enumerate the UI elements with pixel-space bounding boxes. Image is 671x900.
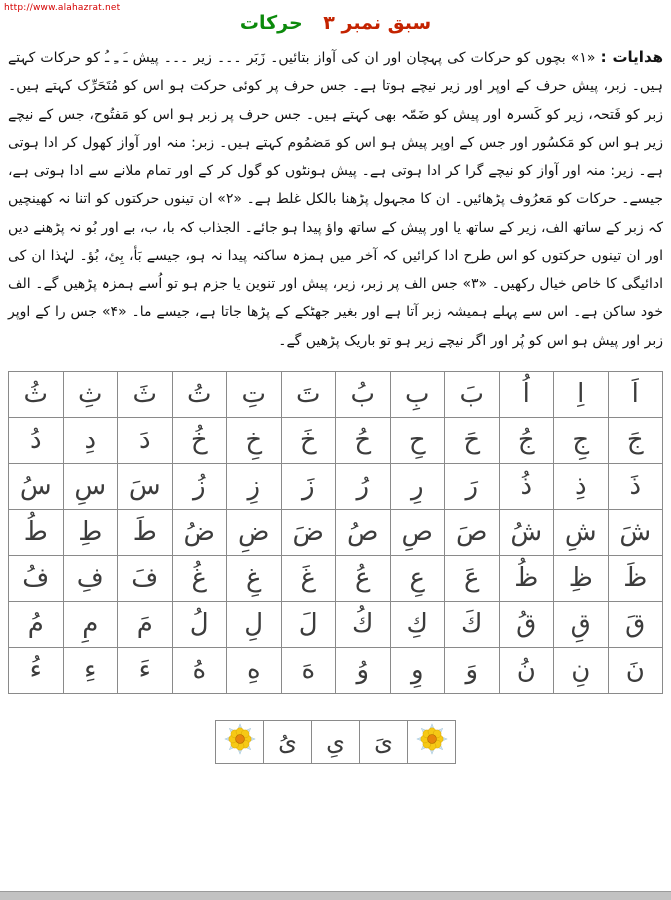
letter-cell: هُ (172, 647, 227, 693)
letter-cell: خُ (172, 417, 227, 463)
letter-cell: قَ (608, 601, 663, 647)
instructions-text: «۱» بچوں کو حرکات کی پہچان اور ان کی آواز بتائیں۔ زَبَر ۔۔۔ زیر ۔۔۔ پیش ـَ ـِ ـُ کو حرکات کہتے ہیں۔ زبر، پیش حرف کے اوپر اور زیر نیچے ہوتا ہے۔ جس حرف پر کوئی حرکت ہو اس کو مُتَحَرِّک کہتے ہیں۔ زبر کو فَتحہ، زیر کو کَسرہ اور پیش کو ضَمّہ بھی کہتے ہیں۔ جس حرف پر زبر ہو اس کو مَفتُوح، جس کے نیچے زیر ہو اس کو مَکسُور اور جس کے اوپر پیش ہو اس کو مَضمُوم کہتے ہیں۔ زبر: منہ اور آواز کھول کر ادا ہوتی ہے۔ زیر: منہ اور آواز کو نیچے گرا کر ادا ہوتی ہے۔ پیش ہونٹوں کو گول کر کے اور تمام ملانے سے ادا ہوتی ہے، جیسے۔ حرکات کو مَعرُوف پڑھائیں۔ ان کا مجہول پڑھنا بالکل غلط ہے۔ «۲» ان تینوں حرکتوں کو اتنا نہ کھینچیں کہ زبر کے ساتھ الف، زیر کے ساتھ یا اور پیش کے ساتھ واؤ پیدا ہو جائے۔ الجذاب کہ با، ب، بے اور بُو نہ پڑھنے دیں اور ان تینوں حرکتوں کو اس طرح ادا کرائیں کہ آخر میں ہمزہ ساکنہ پیدا نہ ہو، جیسے بَأ، بِئ، بُؤ۔ لہٰذا ان کی ادائیگی کا خاص خیال رکھیں۔ «۳» جس الف پر زبر، زیر، پیش اور تنوین یا جزم ہو تو اُسے ہمزہ پڑھیں گے۔ الف خود ساکن ہے۔ اس سے پہلے ہمیشہ زبر آتا ہے اور بغیر جھٹکے کے پڑھا جاتا ہے، جیسے ما۔ «۴» جس را کے اوپر زبر اور پیش ہو اس کو پُر اور اگر نیچے زیر ہو تو باریک پڑھیں گے۔ (8, 50, 663, 349)
letter-cell: خِ (227, 417, 282, 463)
harakat-row (9, 555, 663, 601)
yeh-table (215, 720, 456, 764)
letter-cell: قِ (554, 601, 609, 647)
letter-cell: لُ (172, 601, 227, 647)
instructions-paragraph (0, 34, 671, 355)
letter-cell: شِ (554, 509, 609, 555)
letter-cell: اَ (608, 371, 663, 417)
lesson-number-title: سبق نمبر ۳ (323, 12, 432, 34)
letter-cell: ظِ (554, 555, 609, 601)
letter-cell: ءُ (9, 647, 64, 693)
letter-cell: صِ (390, 509, 445, 555)
letter-cell: مُ (9, 601, 64, 647)
letter-cell: رُ (336, 463, 391, 509)
letter-cell: اِ (554, 371, 609, 417)
letter-cell: هَ (281, 647, 336, 693)
letter-cell: دِ (63, 417, 118, 463)
letter-cell: وَ (445, 647, 500, 693)
letter-cell: وِ (390, 647, 445, 693)
letter-cell: ضُ (172, 509, 227, 555)
harakat-row (9, 647, 663, 693)
letter-cell: سَ (118, 463, 173, 509)
yeh-letter-cell: یَ (360, 720, 408, 763)
page-bottom-edge (0, 891, 671, 900)
letter-cell: جَ (608, 417, 663, 463)
flower-cell (216, 720, 264, 763)
letter-cell: كِ (390, 601, 445, 647)
letter-cell: صُ (336, 509, 391, 555)
harakat-table-body (9, 371, 663, 693)
letter-cell: فَ (118, 555, 173, 601)
harakat-row (9, 509, 663, 555)
letter-cell: حَ (445, 417, 500, 463)
yeh-letter-cell: یُ (264, 720, 312, 763)
letter-cell: سُ (9, 463, 64, 509)
harakat-row (9, 417, 663, 463)
letter-cell: صَ (445, 509, 500, 555)
letter-cell: ذِ (554, 463, 609, 509)
site-watermark: http://www.alahazrat.net (4, 3, 121, 13)
letter-cell: بَ (445, 371, 500, 417)
letter-cell: اُ (499, 371, 554, 417)
letter-cell: ثَ (118, 371, 173, 417)
letter-cell: هِ (227, 647, 282, 693)
flower-icon (222, 723, 258, 755)
lesson-topic-title: حرکات (239, 12, 303, 34)
letter-cell: شَ (608, 509, 663, 555)
letter-cell: زَ (281, 463, 336, 509)
letter-cell: ثِ (63, 371, 118, 417)
letter-cell: غِ (227, 555, 282, 601)
harakat-table (8, 371, 663, 694)
harakat-row (9, 371, 663, 417)
letter-cell: رِ (390, 463, 445, 509)
letter-cell: دُ (9, 417, 64, 463)
letter-cell: جُ (499, 417, 554, 463)
letter-cell: فِ (63, 555, 118, 601)
letter-cell: ذَ (608, 463, 663, 509)
letter-cell: غُ (172, 555, 227, 601)
flower-icon (414, 723, 450, 755)
letter-cell: حِ (390, 417, 445, 463)
letter-cell: ضَ (281, 509, 336, 555)
letter-cell: نُ (499, 647, 554, 693)
letter-cell: تَ (281, 371, 336, 417)
letter-cell: سِ (63, 463, 118, 509)
letter-cell: شُ (499, 509, 554, 555)
letter-cell: لِ (227, 601, 282, 647)
letter-cell: بُ (336, 371, 391, 417)
letter-cell: طِ (63, 509, 118, 555)
letter-cell: ظُ (499, 555, 554, 601)
letter-cell: دَ (118, 417, 173, 463)
letter-cell: زُ (172, 463, 227, 509)
letter-cell: وُ (336, 647, 391, 693)
letter-cell: طَ (118, 509, 173, 555)
letter-cell: بِ (390, 371, 445, 417)
letter-cell: مَ (118, 601, 173, 647)
letter-cell: فُ (9, 555, 64, 601)
letter-cell: غَ (281, 555, 336, 601)
letter-cell: قُ (499, 601, 554, 647)
letter-cell: خَ (281, 417, 336, 463)
letter-cell: زِ (227, 463, 282, 509)
letter-cell: ءِ (63, 647, 118, 693)
letter-cell: تِ (227, 371, 282, 417)
letter-cell: عُ (336, 555, 391, 601)
letter-cell: جِ (554, 417, 609, 463)
letter-cell: ثُ (9, 371, 64, 417)
letter-cell: عِ (390, 555, 445, 601)
letter-cell: طُ (9, 509, 64, 555)
letter-cell: نَ (608, 647, 663, 693)
letter-cell: لَ (281, 601, 336, 647)
letter-cell: ظَ (608, 555, 663, 601)
instructions-heading: هدایات : (600, 48, 664, 66)
yeh-row (216, 720, 456, 763)
yeh-letter-cell: یِ (312, 720, 360, 763)
letter-cell: ءَ (118, 647, 173, 693)
letter-cell: ضِ (227, 509, 282, 555)
letter-cell: عَ (445, 555, 500, 601)
harakat-row (9, 463, 663, 509)
letter-cell: حُ (336, 417, 391, 463)
letter-cell: كُ (336, 601, 391, 647)
letter-cell: كَ (445, 601, 500, 647)
flower-cell (408, 720, 456, 763)
letter-cell: نِ (554, 647, 609, 693)
letter-cell: تُ (172, 371, 227, 417)
letter-cell: مِ (63, 601, 118, 647)
letter-cell: رَ (445, 463, 500, 509)
letter-cell: ذُ (499, 463, 554, 509)
harakat-row (9, 601, 663, 647)
